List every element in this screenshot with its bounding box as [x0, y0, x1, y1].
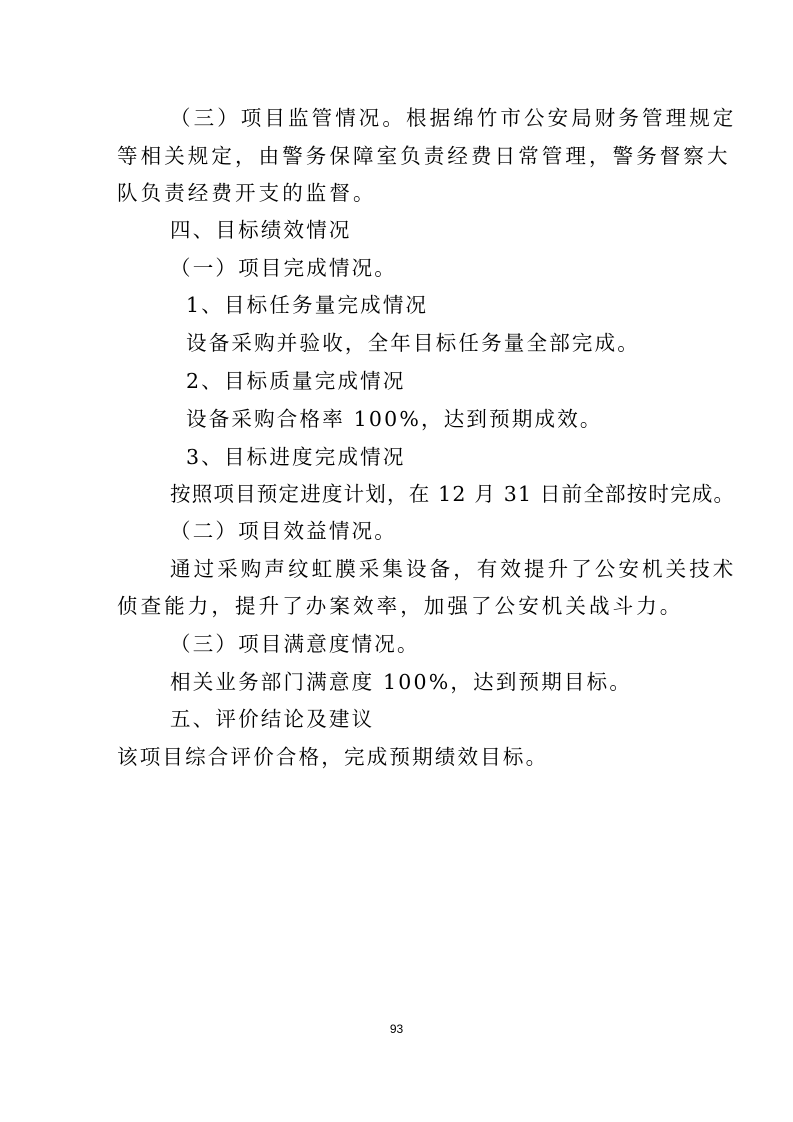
paragraph-line: 通过采购声纹虹膜采集设备，有效提升了公安机关技术 [170, 557, 737, 581]
paragraph-line: 设备采购并验收，全年目标任务量全部完成。 [186, 331, 640, 355]
item-heading: 1、目标任务量完成情况 [186, 293, 429, 317]
paragraph-line: 按照项目预定进度计划，在 12 月 31 日前全部按时完成。 [170, 482, 736, 506]
subsection-heading: （一）项目完成情况。 [170, 256, 397, 280]
paragraph-line: 等相关规定，由警务保障室负责经费日常管理，警务督察大 [117, 144, 731, 168]
paragraph-line: 队负责经费开支的监督。 [117, 181, 377, 205]
subsection-heading: （二）项目效益情况。 [170, 519, 397, 543]
subsection-heading: （三）项目满意度情况。 [170, 632, 420, 656]
item-heading: 2、目标质量完成情况 [186, 369, 406, 393]
paragraph-line: 该项目综合评价合格，完成预期绩效目标。 [117, 745, 549, 769]
paragraph-line: 设备采购合格率 100%，达到预期成效。 [186, 407, 603, 431]
item-heading: 3、目标进度完成情况 [186, 445, 406, 469]
page-number: 93 [389, 1022, 404, 1036]
section-heading: 四、目标绩效情况 [170, 218, 352, 242]
paragraph-line: 相关业务部门满意度 100%，达到预期目标。 [170, 670, 633, 694]
paragraph-line: 侦查能力，提升了办案效率，加强了公安机关战斗力。 [117, 594, 684, 618]
paragraph-line: （三）项目监管情况。根据绵竹市公安局财务管理规定 [170, 106, 737, 130]
section-heading: 五、评价结论及建议 [170, 707, 375, 731]
